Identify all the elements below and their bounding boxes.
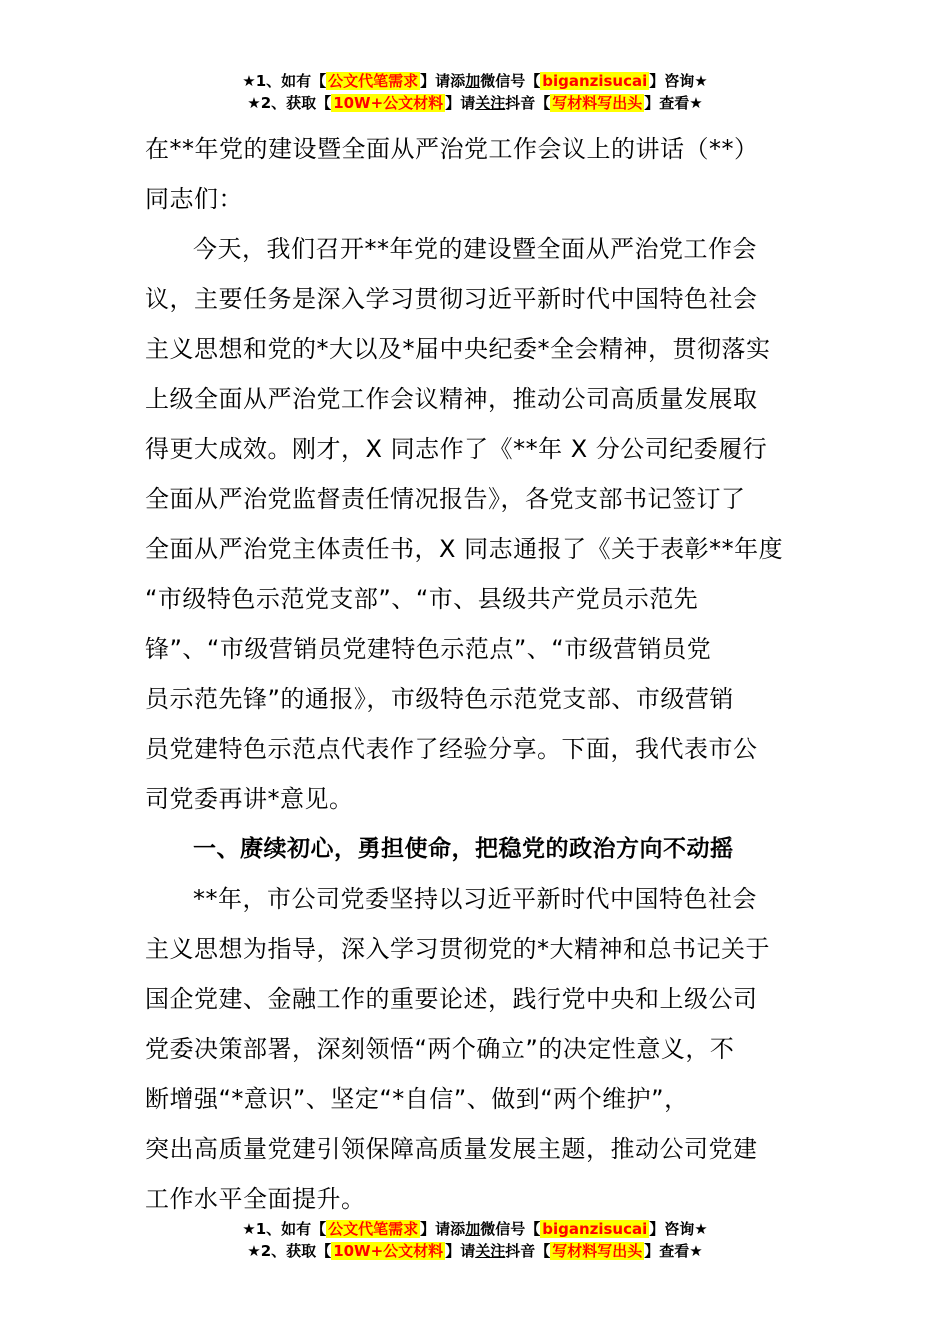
promo-line-2 <box>0 92 950 114</box>
salutation: 同志们： <box>145 185 243 213</box>
promo-line-2 <box>0 1240 950 1262</box>
promo-highlight: 写材料写出头 <box>552 94 643 112</box>
paragraph-line: 全面从严治党监督责任情况报告》，各党支部书记签订了 <box>145 485 746 513</box>
promo-banner-top <box>0 70 950 114</box>
promo-text: 】咨询★ <box>649 72 708 90</box>
promo-underlined: 关注 <box>475 94 506 112</box>
paragraph-line: 主义思想和党的*大以及*届中央纪委*全会精神，贯彻落实 <box>145 335 771 363</box>
paragraph-line: 工作水平全面提升。 <box>145 1185 366 1213</box>
promo-underlined: 加 <box>465 1220 481 1238</box>
promo-underlined: 关注 <box>475 1242 506 1260</box>
paragraph-line: 主义思想为指导，深入学习贯彻党的*大精神和总书记关于 <box>145 935 770 963</box>
paragraph-line: 得更大成效。刚才，X 同志作了《**年 X 分公司纪委履行 <box>145 435 768 463</box>
paragraph-line: 突出高质量党建引领保障高质量发展主题，推动公司党建 <box>145 1135 758 1163</box>
section-heading-1: 一、赓续初心，勇担使命，把稳党的政治方向不动摇 <box>193 836 734 862</box>
promo-text: 】请 <box>445 94 476 112</box>
promo-highlight: 写材料写出头 <box>552 1242 643 1260</box>
promo-text: ★1、如有【 <box>242 72 327 90</box>
paragraph-line: 党委决策部署，深刻领悟“两个确立”的决定性意义，不 <box>145 1035 735 1063</box>
paragraph-line: 议，主要任务是深入学习贯彻习近平新时代中国特色社会 <box>145 285 758 313</box>
paragraph-line: “市级特色示范党支部”、“市、县级共产党员示范先 <box>145 585 699 613</box>
paragraph-2 <box>145 874 810 1224</box>
paragraph-line: 今天，我们召开**年党的建设暨全面从严治党工作会 <box>193 235 757 263</box>
promo-text: 】请添 <box>420 72 466 90</box>
promo-highlight: biganzisucai <box>542 1220 648 1238</box>
paragraph-line: 司党委再讲*意见。 <box>145 785 354 813</box>
promo-text: 微信号【 <box>480 72 541 90</box>
promo-highlight: biganzisucai <box>542 72 648 90</box>
promo-text: 】请 <box>445 1242 476 1260</box>
promo-text: 】查看★ <box>644 94 703 112</box>
promo-highlight: 公文代笔需求 <box>328 72 419 90</box>
document-title: 在**年党的建设暨全面从严治党工作会议上的讲话（**） <box>145 135 759 163</box>
promo-highlight: 公文代笔需求 <box>328 1220 419 1238</box>
paragraph-line: 断增强“*意识”、坚定“*自信”、做到“两个维护”， <box>145 1085 689 1113</box>
paragraph-line: 全面从严治党主体责任书，X 同志通报了《关于表彰**年度 <box>145 535 784 563</box>
promo-text: ★2、获取【 <box>247 94 332 112</box>
paragraph-line: 上级全面从严治党工作会议精神，推动公司高质量发展取 <box>145 385 758 413</box>
promo-text: 抖音【 <box>505 94 551 112</box>
promo-banner-bottom <box>0 1218 950 1262</box>
promo-text: ★2、获取【 <box>247 1242 332 1260</box>
document-body <box>145 124 810 1224</box>
paragraph-line: 员示范先锋”的通报》，市级特色示范党支部、市级营销 <box>145 685 734 713</box>
promo-text: 】咨询★ <box>649 1220 708 1238</box>
promo-text: 】查看★ <box>644 1242 703 1260</box>
paragraph-line: **年，市公司党委坚持以习近平新时代中国特色社会 <box>193 885 757 913</box>
promo-text: 】请添 <box>420 1220 466 1238</box>
promo-line-1 <box>0 70 950 92</box>
promo-line-1 <box>0 1218 950 1240</box>
paragraph-1 <box>145 224 810 824</box>
paragraph-line: 锋”、“市级营销员党建特色示范点”、“市级营销员党 <box>145 635 712 663</box>
promo-underlined: 加 <box>465 72 481 90</box>
promo-text: ★1、如有【 <box>242 1220 327 1238</box>
promo-text: 抖音【 <box>505 1242 551 1260</box>
promo-text: 微信号【 <box>480 1220 541 1238</box>
paragraph-line: 国企党建、金融工作的重要论述，践行党中央和上级公司 <box>145 985 758 1013</box>
promo-highlight: 10W+公文材料 <box>333 94 444 112</box>
paragraph-line: 员党建特色示范点代表作了经验分享。下面，我代表市公 <box>145 735 758 763</box>
promo-highlight: 10W+公文材料 <box>333 1242 444 1260</box>
